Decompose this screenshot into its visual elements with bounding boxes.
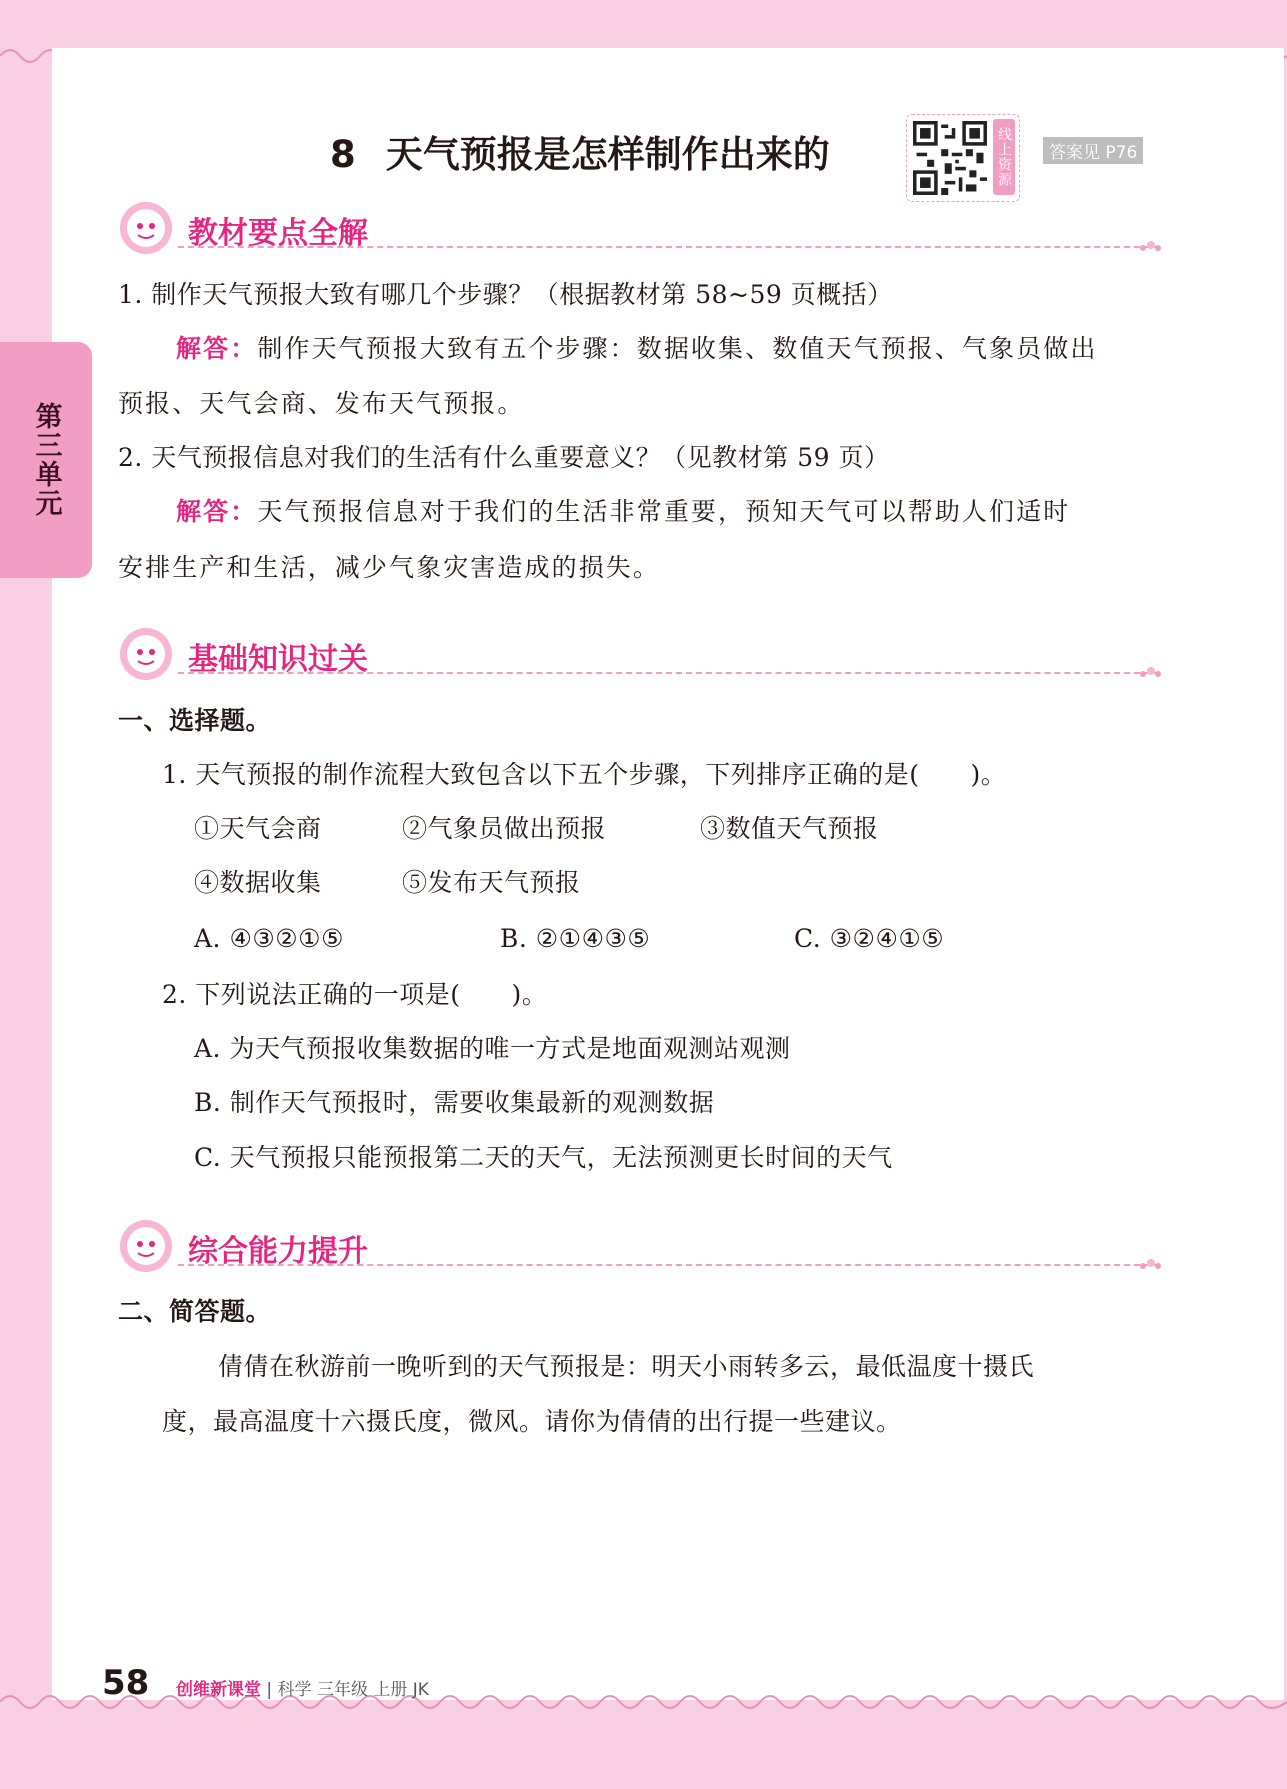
key-point-answer-1-line-2: 预报、天气会商、发布天气预报。 <box>118 389 525 418</box>
answer-option-a: A. ④③②①⑤ <box>194 924 345 953</box>
cartoon-mascot-icon <box>118 626 174 682</box>
lesson-number: 8 <box>330 133 356 176</box>
answer-label: 解答： <box>176 334 258 363</box>
footer-brand: 创维新课堂 <box>176 1680 261 1700</box>
footer-book-info: 科学 三年级 上册 JK <box>277 1680 429 1700</box>
key-point-question-1: 1. 制作天气预报大致有哪几个步骤？（根据教材第 58~59 页概括） <box>118 280 893 309</box>
unit-side-tab-label: 第三单元 <box>30 402 62 518</box>
online-resource-qr[interactable] <box>906 114 1020 202</box>
answer-label: 解答： <box>176 497 258 526</box>
section-divider <box>178 672 1160 674</box>
section-header-basic-knowledge <box>118 626 1160 686</box>
choice-question-1: 1. 天气预报的制作流程大致包含以下五个步骤，下列排序正确的是( )。 <box>162 760 1007 789</box>
short-answer-question-line-1: 倩倩在秋游前一晚听到的天气预报是：明天小雨转多云，最低温度十摄氏 <box>218 1352 1035 1381</box>
section-divider <box>178 1264 1160 1266</box>
short-answer-question-line-2: 度，最高温度十六摄氏度，微风。请你为倩倩的出行提一些建议。 <box>162 1407 902 1436</box>
step-option: ③数值天气预报 <box>700 814 879 843</box>
lesson-title-text: 天气预报是怎样制作出来的 <box>385 133 830 176</box>
section-title: 基础知识过关 <box>188 642 368 677</box>
answer-option-a: A. 为天气预报收集数据的唯一方式是地面观测站观测 <box>194 1034 791 1063</box>
lesson-title <box>330 124 830 178</box>
section-title: 综合能力提升 <box>188 1234 368 1269</box>
section-header-key-points <box>118 200 1160 260</box>
step-option: ④数据收集 <box>194 868 322 897</box>
step-option: ①天气会商 <box>194 814 322 843</box>
answer-option-b: B. 制作天气预报时，需要收集最新的观测数据 <box>194 1088 715 1117</box>
step-option: ②气象员做出预报 <box>402 814 607 843</box>
key-point-answer-2-line-2: 安排生产和生活，减少气象灾害造成的损失。 <box>118 553 661 582</box>
section-title: 教材要点全解 <box>188 216 368 251</box>
cartoon-mascot-icon <box>118 1218 174 1274</box>
short-answer-heading: 二、简答题。 <box>118 1297 272 1326</box>
answer-option-c: C. 天气预报只能预报第二天的天气，无法预测更长时间的天气 <box>194 1143 893 1172</box>
page-number: 58 <box>102 1663 150 1703</box>
decorative-dots-icon <box>1138 664 1162 680</box>
qr-code-icon <box>913 121 987 195</box>
answer-reference: 答案见 P76 <box>1043 137 1143 164</box>
choice-question-2: 2. 下列说法正确的一项是( )。 <box>162 980 548 1009</box>
decorative-dots-icon <box>1138 238 1162 254</box>
key-point-answer-1-line-1: 解答：制作天气预报大致有五个步骤：数据收集、数值天气预报、气象员做出 <box>176 334 1098 363</box>
online-resource-label: 线上资源 <box>993 119 1015 195</box>
choice-heading: 一、选择题。 <box>118 706 272 735</box>
answer-option-b: B. ②①④③⑤ <box>500 924 651 953</box>
decorative-dots-icon <box>1138 1256 1162 1272</box>
unit-side-tab <box>0 342 92 578</box>
footer-info: 创维新课堂 | 科学 三年级 上册 JK <box>176 1680 429 1700</box>
step-option: ⑤发布天气预报 <box>402 868 581 897</box>
key-point-question-2: 2. 天气预报信息对我们的生活有什么重要意义？（见教材第 59 页） <box>118 443 890 472</box>
section-divider <box>178 246 1160 248</box>
section-header-comprehensive <box>118 1218 1160 1278</box>
key-point-answer-2-line-1: 解答：天气预报信息对于我们的生活非常重要，预知天气可以帮助人们适时 <box>176 497 1071 526</box>
cartoon-mascot-icon <box>118 200 174 256</box>
answer-option-c: C. ③②④①⑤ <box>794 924 945 953</box>
